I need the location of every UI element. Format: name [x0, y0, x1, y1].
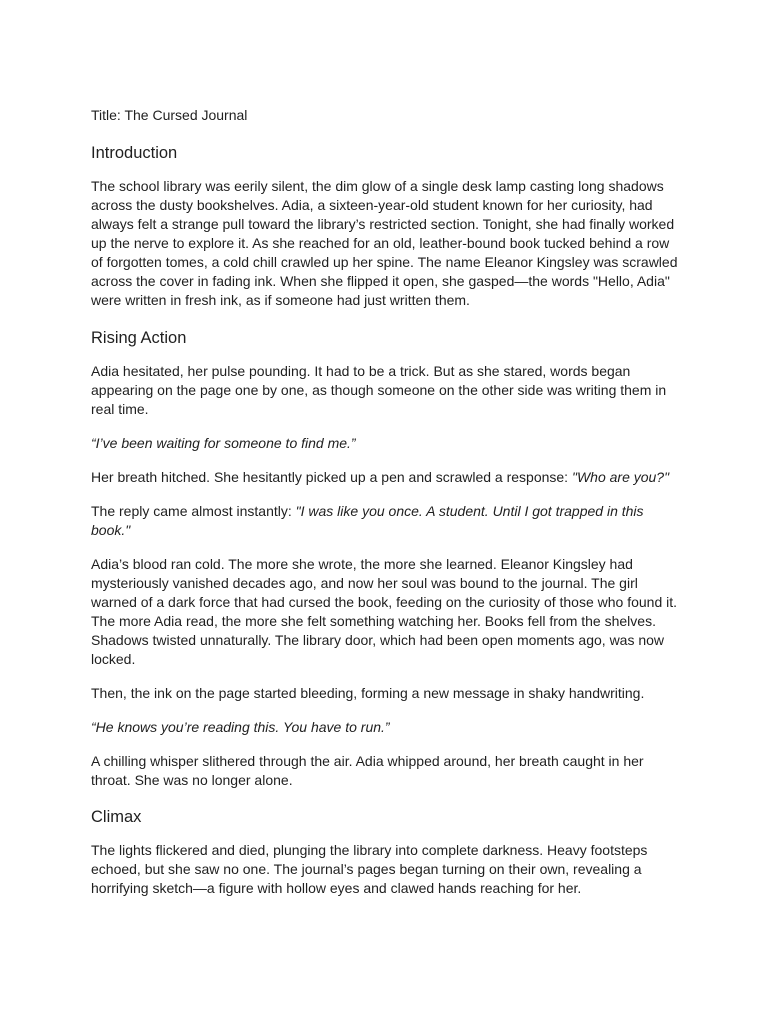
rising-action-paragraph-4: Adia’s blood ran cold. The more she wrote, the more she learned. Eleanor Kingsley had mysteriously vanished decades ago, and now her soul was bound to the journal. The girl warned of a dark force that had cursed the book, feeding on the curiosity of those who found it. The more Adia read, the more she felt something watching her. Books fell from the shelves. Shadows twisted unnaturally. The library door, which had been open moments ago, was now locked.	[91, 556, 678, 667]
journal-quote-1: “I’ve been waiting for someone to find me.”	[91, 435, 356, 451]
introduction-paragraph: The school library was eerily silent, the dim glow of a single desk lamp casting long shadows across the dusty bookshelves. Adia, a sixteen-year-old student known for her curiosity, had always felt a strange pull toward the library’s restricted section. Tonight, she had finally worked up the nerve to explore it. As she reached for an old, leather-bound book tucked behind a row of forgotten tomes, a cold chill crawled up her spine. The name Eleanor Kingsley was scrawled across the cover in fading ink. When she flipped it open, she gasped—the words "Hello, Adia" were written in fresh ink, as if someone had just written them.	[91, 178, 678, 308]
heading-introduction: Introduction	[91, 144, 178, 162]
climax-paragraph: The lights flickered and died, plunging the library into complete darkness. Heavy footsteps echoed, but she saw no one. The journal’s pages began turning on their own, revealing a horrifying sketch—a figure with hollow eyes and clawed hands reaching for her.	[91, 842, 648, 896]
rising-action-paragraph-1: Adia hesitated, her pulse pounding. It had to be a trick. But as she stared, words began appearing on the page one by one, as though someone on the other side was writing them in real time.	[91, 363, 667, 417]
heading-rising-action: Rising Action	[91, 329, 187, 347]
rising-action-paragraph-6: A chilling whisper slithered through the air. Adia whipped around, her breath caught in her throat. She was no longer alone.	[91, 753, 644, 788]
paragraph-2-quote: "Who are you?"	[571, 469, 670, 485]
rising-action-paragraph-5: Then, the ink on the page started bleeding, forming a new message in shaky handwriting.	[91, 685, 645, 701]
journal-quote-2: “He knows you’re reading this. You have to run.”	[91, 719, 390, 735]
rising-action-paragraph-3	[91, 502, 684, 540]
document-title: Title: The Cursed Journal	[91, 107, 248, 123]
paragraph-3-quote: "I was like you once. A student. Until I got trapped in this book."	[91, 503, 644, 538]
paragraph-3-text: The reply came almost instantly:	[91, 503, 296, 519]
heading-climax: Climax	[91, 808, 142, 826]
paragraph-2-text: Her breath hitched. She hesitantly picked up a pen and scrawled a response:	[91, 469, 572, 485]
rising-action-paragraph-2	[91, 468, 684, 487]
